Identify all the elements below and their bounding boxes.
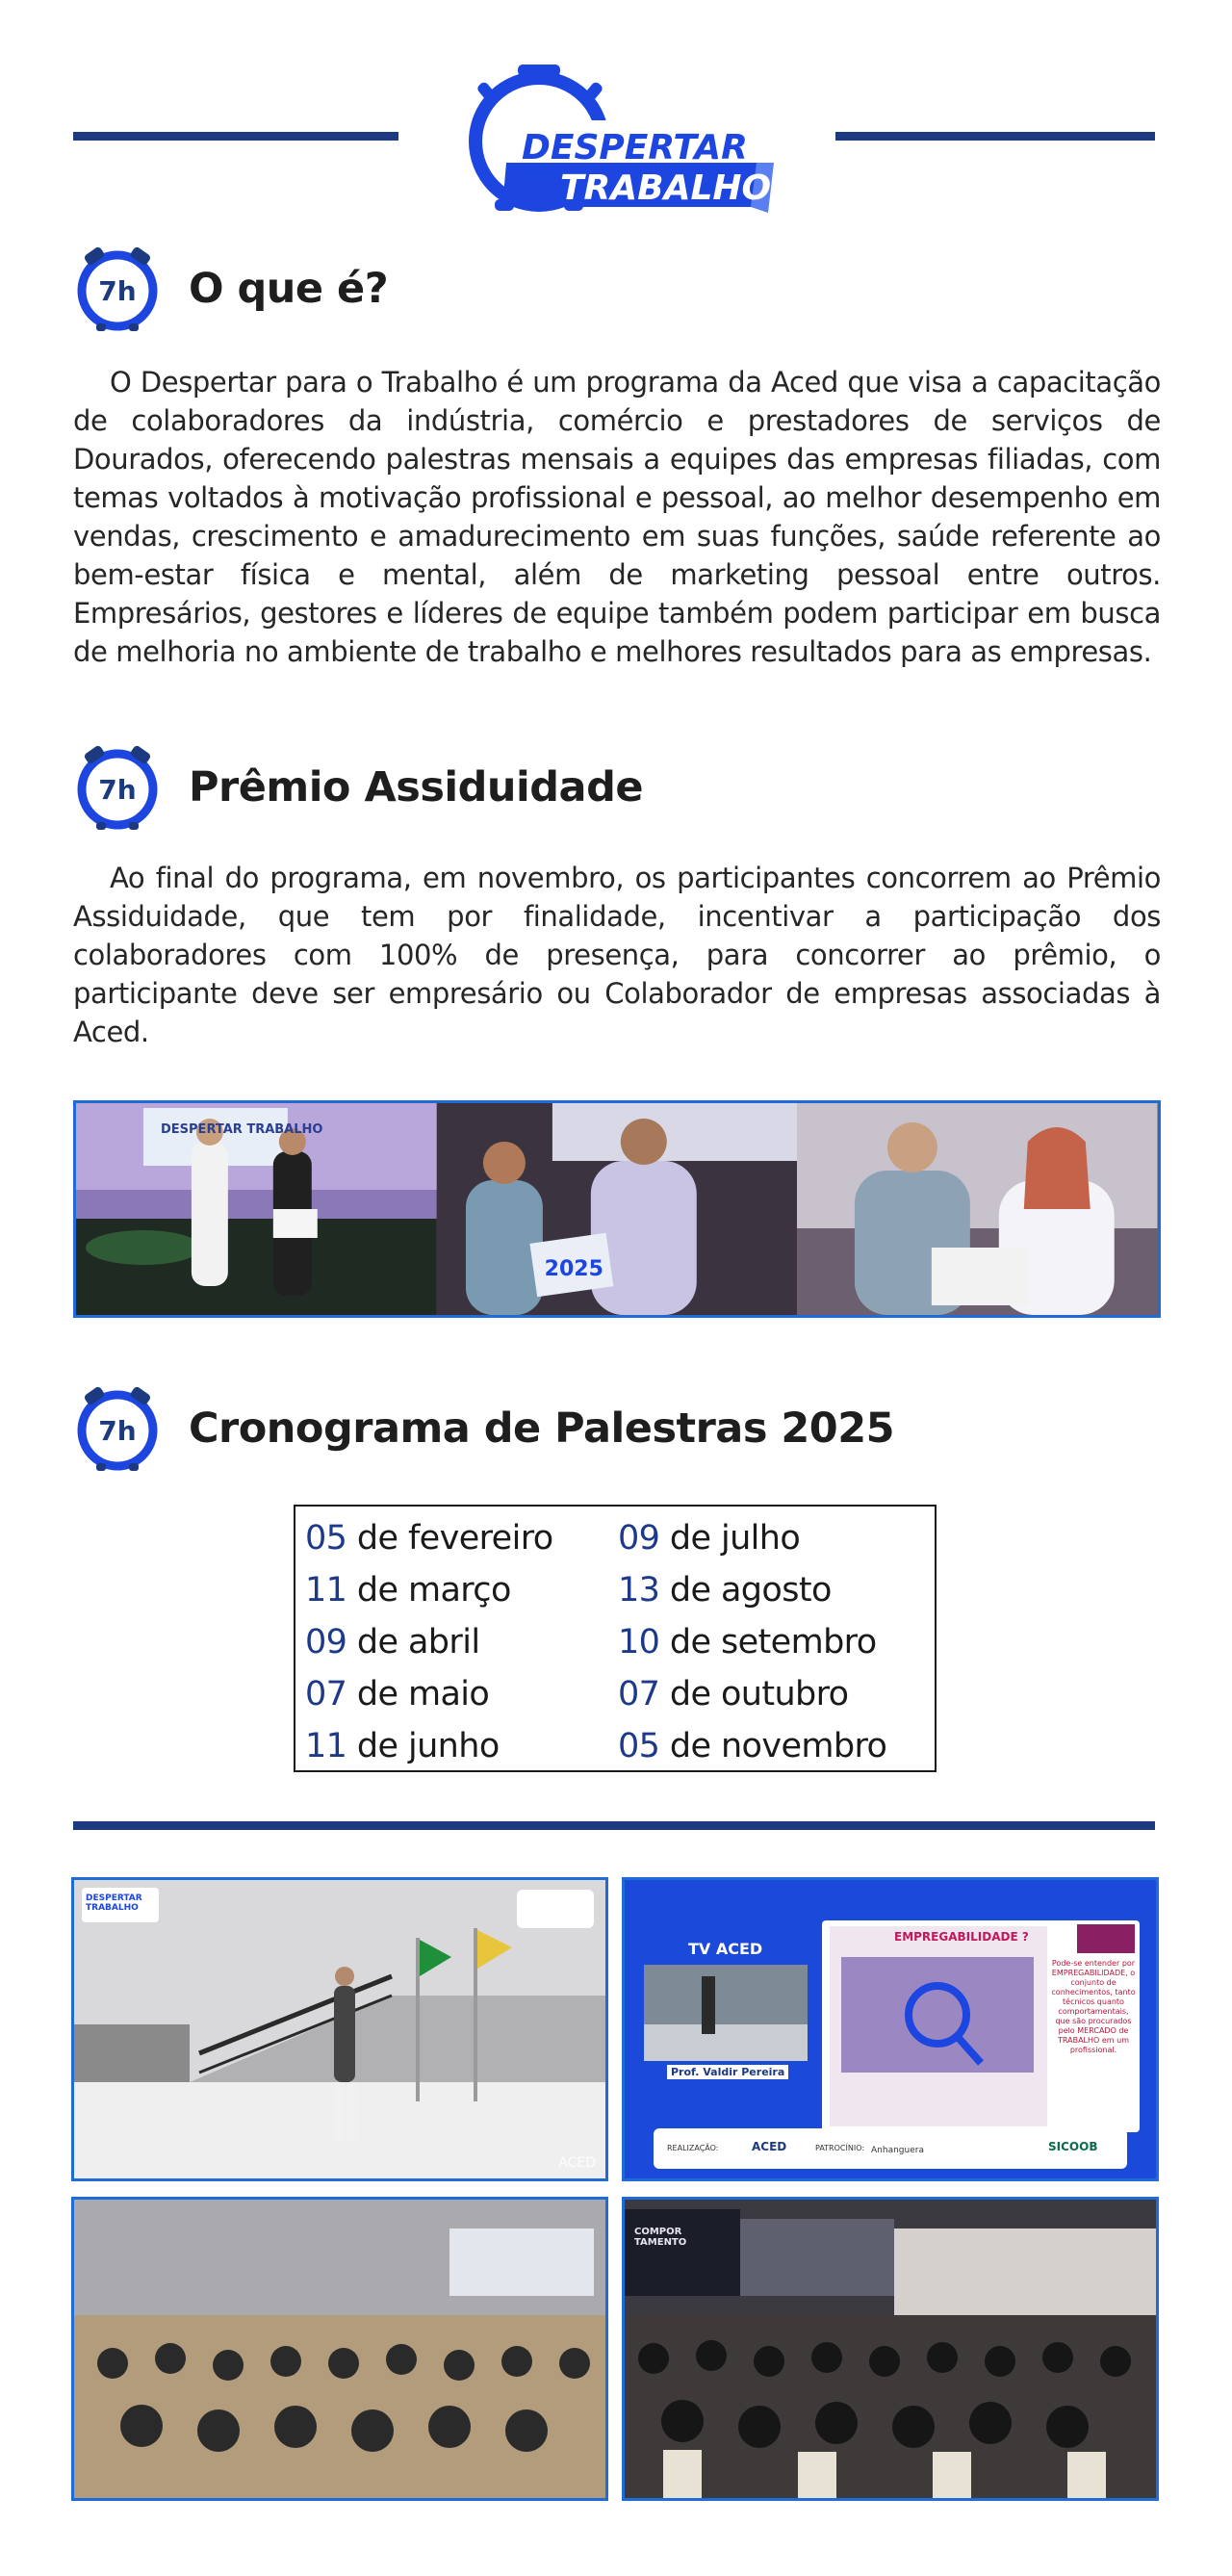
schedule-entry: 11 de março [305, 1571, 511, 1610]
section-schedule-heading [73, 1382, 894, 1475]
clock-label: 7h [98, 774, 137, 806]
section-award-text: Ao final do programa, em novembro, os participantes concorrem ao Prêmio Assiduidade, que tem por finalidade, incentivar a participação dos colaboradores com 100% de presença, para concorrer ao prêmio, o participante deve ser empresário ou Colaborador de empresas associadas à Aced. [73, 862, 1161, 1048]
award-photo-1 [76, 1103, 437, 1315]
award-photo-strip [73, 1100, 1161, 1318]
schedule-entry: 11 de junho [305, 1727, 500, 1765]
gallery-photo-4 [622, 2197, 1159, 2501]
gallery1-watermark: ACED [558, 2155, 596, 2171]
schedule-entry: 05 de novembro [618, 1727, 887, 1765]
schedule-entry: 09 de abril [305, 1623, 480, 1662]
clock-7h-icon [73, 1384, 162, 1473]
section-what-heading [73, 243, 388, 335]
gallery2-speaker: Prof. Valdir Pereira [667, 2065, 788, 2079]
schedule-entry: 07 de outubro [618, 1675, 849, 1713]
clock-label: 7h [98, 275, 137, 307]
header-line-left [73, 132, 398, 141]
gallery2-footer-realizacao: REALIZAÇÃO: [667, 2144, 719, 2152]
schedule-entry: 05 de fevereiro [305, 1519, 553, 1558]
gallery2-tv-text: TV ACED [688, 1940, 763, 1958]
gallery-photo-3 [71, 2197, 608, 2501]
schedule-entry: 09 de julho [618, 1519, 801, 1558]
logo-line1: DESPERTAR [522, 128, 748, 167]
gallery2-slide-title: EMPREGABILIDADE ? [894, 1930, 1029, 1944]
section-schedule-title: Cronograma de Palestras 2025 [189, 1404, 895, 1453]
logo-line2: TRABALHO [560, 168, 772, 208]
section-divider [73, 1821, 1155, 1830]
schedule-table [294, 1505, 937, 1772]
header-line-right [835, 132, 1155, 141]
gallery2-sponsor-anhanguera: Anhanguera [871, 2146, 924, 2155]
gallery1-logo-text: DESPERTAR TRABALHO [86, 1893, 142, 1913]
schedule-entry: 07 de maio [305, 1675, 490, 1713]
gallery4-screen-text: COMPOR TAMENTO [634, 2227, 687, 2248]
clock-7h-icon [73, 245, 162, 333]
section-what-text: O Despertar para o Trabalho é um programa da Aced que visa a capacitação de colaboradores da indústria, comércio e prestadores de serviços de Dourados, oferecendo palestras mensais a equipes das empresas filiadas, com temas voltados à motivação profissional e pessoal, ao melhor desempenho em vendas, crescimento e amadurecimento em suas funções, saúde referente ao bem-estar física e mental, além de marketing pessoal entre outros. Empresários, gestores e líderes de equipe também podem participar em busca de melhoria no ambiente de trabalho e melhores resultados para as empresas. [73, 366, 1161, 668]
section-award-heading [73, 741, 643, 834]
schedule-column-right [618, 1512, 886, 1772]
clock-label: 7h [98, 1415, 137, 1447]
despertar-logo [460, 63, 787, 226]
gallery2-footer-patrocinio: PATROCÍNIO: [815, 2144, 865, 2152]
gallery2-slide-text: Pode-se entender por EMPREGABILIDADE, o conjunto de conhecimentos, tanto técnicos quanto comportamentais, que são procurados pelo MERCADO de TRABALHO em um profissional. [1051, 1959, 1136, 2054]
logo-small-text: PARA O [518, 167, 562, 179]
photo2-plaque-text: 2025 [544, 1257, 603, 1281]
section-award-title: Prêmio Assiduidade [189, 763, 644, 811]
award-photo-3 [797, 1103, 1158, 1315]
award-photo-2 [437, 1103, 798, 1315]
gallery2-sponsor-aced: ACED [752, 2140, 787, 2153]
gallery2-sponsor-sicoob: SICOOB [1048, 2140, 1098, 2153]
clock-7h-icon [73, 743, 162, 832]
gallery-photo-2 [622, 1877, 1159, 2181]
schedule-entry: 10 de setembro [618, 1623, 877, 1662]
section-what-title: O que é? [189, 265, 389, 313]
gallery-photo-1 [71, 1877, 608, 2181]
photo1-sign-text: DESPERTAR TRABALHO [161, 1122, 323, 1137]
schedule-entry: 13 de agosto [618, 1571, 832, 1610]
schedule-column-left [305, 1512, 553, 1772]
